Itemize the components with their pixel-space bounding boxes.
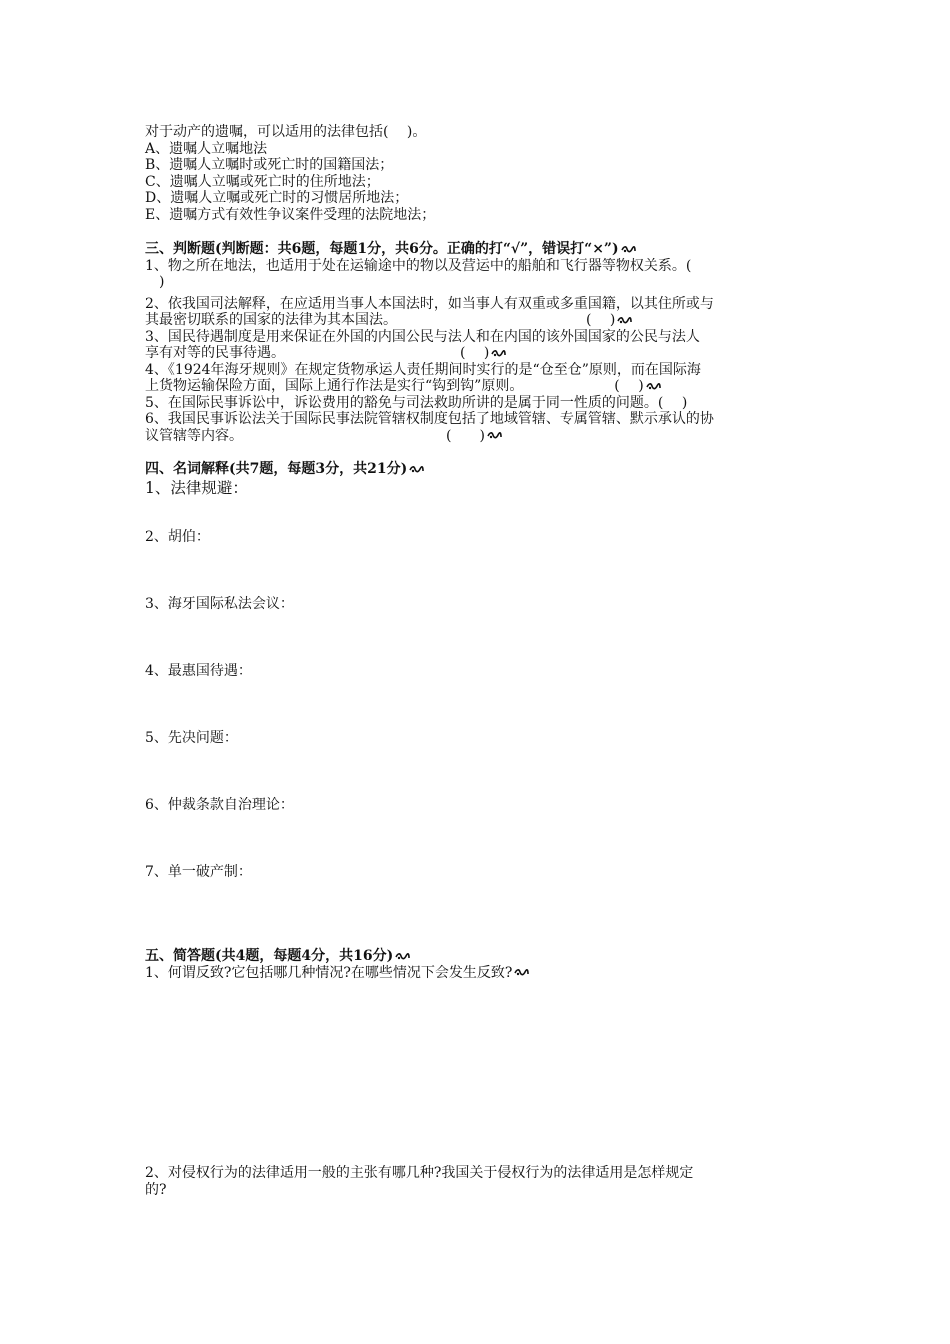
true-false-section xyxy=(145,241,810,444)
tf-question-4: 4、《1924年海牙规则》在规定货物承运人责任期间时实行的是“仓至仓”原则，而在国际海 xyxy=(145,361,701,378)
paragraph-mark-icon xyxy=(621,245,636,254)
question-stem: 对于动产的遗嘱，可以适用的法律包括( )。 xyxy=(145,124,427,140)
option-b: B、遗嘱人立嘱时或死亡时的国籍国法； xyxy=(145,157,394,173)
term-item-3: 3、海牙国际私法会议： xyxy=(145,596,294,612)
tf-question-3-text: 享有对等的民事待遇。 ( ) xyxy=(145,345,490,361)
tf-question-6: 6、我国民事诉讼法关于国际民事法院管辖权制度包括了地域管辖、专属管辖、默示承认的协 xyxy=(145,411,714,427)
option-e: E、遗嘱方式有效性争议案件受理的法院地法； xyxy=(145,206,436,223)
term-item-4: 4、最惠国待遇： xyxy=(145,663,252,679)
tf-question-1: 1、物之所在地法，也适用于处在运输途中的物以及营运中的船舶和飞行器等物权关系。( xyxy=(145,257,692,274)
term-item-1: 1、法律规避： xyxy=(145,479,248,497)
tf-question-2-cont xyxy=(145,312,810,329)
paragraph-mark-icon xyxy=(491,349,506,358)
section-heading-text: 三、判断题(判断题：共6题，每题1分，共6分。正确的打“√”，错误打“×”) xyxy=(145,241,619,257)
tf-question-6-cont xyxy=(145,428,810,445)
paragraph-mark-icon xyxy=(617,316,632,325)
paragraph-mark-icon xyxy=(395,952,410,961)
section-heading xyxy=(145,461,810,478)
paragraph-mark-icon xyxy=(646,382,661,391)
paragraph-mark-icon xyxy=(487,431,502,440)
term-item-5: 5、先决问题： xyxy=(145,730,238,746)
term-item-2: 2、胡伯： xyxy=(145,529,210,545)
multiple-choice-question xyxy=(145,124,810,223)
tf-question-5: 5、在国际民事诉讼中，诉讼费用的豁免与司法救助所讲的是属于同一性质的问题。( ) xyxy=(145,394,688,411)
tf-question-4-cont xyxy=(145,378,810,395)
option-c: C、遗嘱人立嘱或死亡时的住所地法； xyxy=(145,173,380,190)
section-heading-text: 五、简答题(共4题，每题4分，共16分) xyxy=(145,948,394,964)
section-heading xyxy=(145,241,810,258)
terms-section xyxy=(145,461,810,478)
section-heading-text: 四、名词解释(共7题，每题3分，共21分) xyxy=(145,461,408,477)
short-question-1 xyxy=(145,965,810,982)
option-d: D、遗嘱人立嘱或死亡时的习惯居所地法； xyxy=(145,190,409,206)
tf-question-3: 3、国民待遇制度是用来保证在外国的内国公民与法人和在内国的该外国国家的公民与法人 xyxy=(145,328,700,345)
tf-question-2: 2、依我国司法解释，在应适用当事人本国法时，如当事人有双重或多重国籍，以其住所或与 xyxy=(145,295,714,312)
tf-question-4-text: 上货物运输保险方面，国际上通行作法是实行“钩到钩”原则。 ( ) xyxy=(145,378,644,394)
tf-question-3-cont xyxy=(145,345,810,362)
tf-question-2-text: 其最密切联系的国家的法律为其本国法。 ( ) xyxy=(145,312,616,328)
short-question-2-line2: 的? xyxy=(145,1181,167,1198)
section-heading xyxy=(145,948,810,965)
paragraph-mark-icon xyxy=(409,465,424,474)
short-question-2-line1: 2、对侵权行为的法律适用一般的主张有哪几种?我国关于侵权行为的法律适用是怎样规定 xyxy=(145,1165,694,1181)
paragraph-mark-icon xyxy=(514,968,529,977)
option-a: A、遗嘱人立嘱地法 xyxy=(145,140,268,157)
short-question-1-text: 1、何谓反致?它包括哪几种情况?在哪些情况下会发生反致? xyxy=(145,964,513,981)
short-answer-section xyxy=(145,948,810,981)
short-question-2 xyxy=(145,1165,810,1198)
term-item-6: 6、仲裁条款自治理论： xyxy=(145,797,294,813)
term-item-7: 7、单一破产制： xyxy=(145,864,252,880)
tf-question-1-cont: ) xyxy=(145,274,165,290)
tf-question-6-text: 议管辖等内容。 ( ) xyxy=(145,427,485,444)
